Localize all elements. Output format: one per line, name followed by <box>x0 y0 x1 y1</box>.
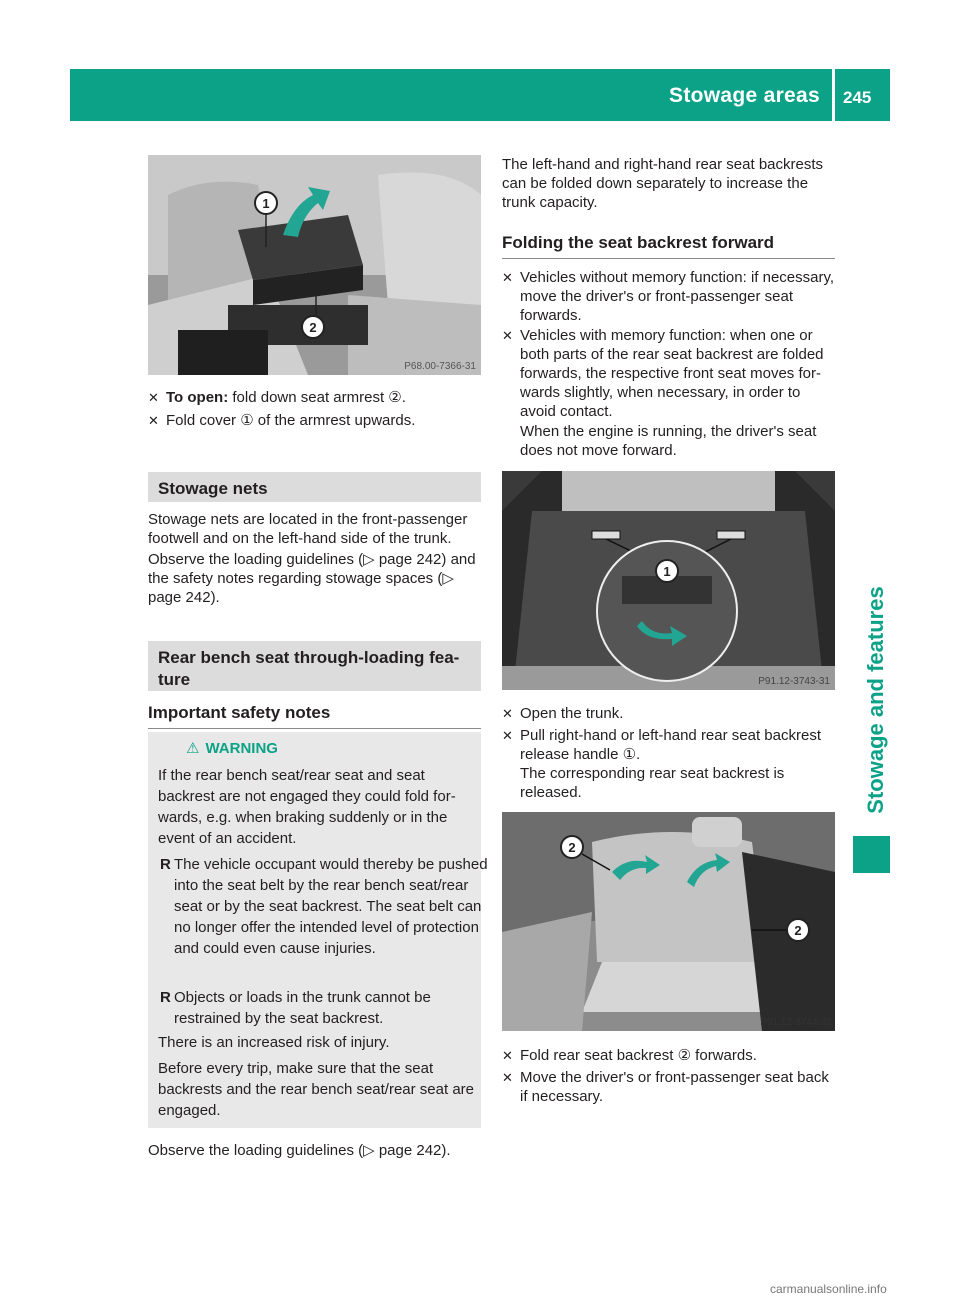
arrow-icon: ✕ <box>502 270 513 285</box>
intro-text: The left-hand and right-hand rear seat backrests can be folded down separately to increase the trunk capacity. <box>502 156 824 211</box>
step-without-memory: ✕ Vehicles without memory function: if necessary, move the driver's or front-passenger seat forwards. <box>502 269 835 324</box>
chapter-marker <box>853 836 890 873</box>
warning-bullet: R Objects or loads in the trunk cannot be restrained by the seat backrest. <box>160 989 431 1027</box>
rear-seat-figure <box>502 812 835 1031</box>
svg-text:P91.12-3743-31: P91.12-3743-31 <box>758 676 830 687</box>
closing-guidelines: Observe the loading guidelines (▷ page 242). <box>148 1142 451 1159</box>
warning-bullet: R The vehicle occupant would thereby be pushed into the seat belt by the rear bench seat/rear seat or by the seat backrest. The seat belt can no longer offer the intended level of protection and could even cause injuries. <box>160 856 488 957</box>
running-title: Stowage areas <box>669 84 820 107</box>
step-fold-cover: ✕ Fold cover ① of the armrest upwards. <box>148 412 416 429</box>
svg-text:1: 1 <box>262 196 270 211</box>
armrest-figure <box>148 155 481 375</box>
svg-text:P68.00-7366-31: P68.00-7366-31 <box>404 361 476 372</box>
arrow-icon: ✕ <box>502 706 513 721</box>
arrow-icon: ✕ <box>502 1048 513 1063</box>
section-heading-stowage-nets: Stowage nets <box>148 472 481 502</box>
arrow-icon: ✕ <box>502 728 513 743</box>
arrow-icon: ✕ <box>502 328 513 343</box>
step-open-armrest: ✕ To open: fold down seat armrest ②. <box>148 389 406 406</box>
engine-note: When the engine is running, the driver's seat does not move forward. <box>520 423 817 459</box>
bullet-icon: R <box>160 856 171 873</box>
chapter-tab: Stowage and features <box>863 586 888 814</box>
step-open-trunk: ✕ Open the trunk. <box>502 705 624 722</box>
stowage-nets-guidelines: Observe the loading guidelines (▷ page 242) and the safety notes regarding stowage spaces (▷ page 242). <box>148 551 476 606</box>
step-move-seat-back: ✕ Move the driver's or front-passenger seat back if necessary. <box>502 1069 829 1105</box>
step-fold-backrest: ✕ Fold rear seat backrest ② forwards. <box>502 1047 757 1064</box>
warning-instruction: Before every trip, make sure that the seat backrests and the rear bench seat/rear seat are engaged. <box>158 1060 475 1119</box>
step-pull-handle: ✕ Pull right-hand or left-hand rear seat backrest release handle ①. <box>502 727 821 763</box>
warning-triangle-icon: ⚠ <box>186 740 200 757</box>
svg-text:2: 2 <box>794 923 802 938</box>
svg-text:2: 2 <box>309 320 317 335</box>
trunk-figure <box>502 471 835 690</box>
warning-risk: There is an increased risk of injury. <box>158 1034 390 1051</box>
header-divider <box>832 69 835 121</box>
svg-text:1: 1 <box>663 564 671 579</box>
step-with-memory: ✕ Vehicles with memory function: when one or both parts of the rear seat backrest are folded forwards, the respective front seat moves forwards slightly, when necessary, in order to avoid contact. <box>502 327 824 420</box>
bullet-icon: R <box>160 989 171 1006</box>
arrow-icon: ✕ <box>502 1070 513 1085</box>
svg-text:2: 2 <box>568 840 576 855</box>
warning-heading: ⚠ WARNING <box>186 740 278 757</box>
section-heading-rear-bench: Rear bench seat through-loading feature <box>148 641 481 691</box>
page-number: 245 <box>843 88 872 107</box>
subheading-safety-notes: Important safety notes <box>148 702 481 729</box>
footer-watermark: carmanualsonline.info <box>770 1282 887 1296</box>
svg-text:P91.12-3744-31: P91.12-3744-31 <box>760 1017 832 1028</box>
warning-intro: If the rear bench seat/rear seat and seat backrest are not engaged they could fold forwards, e.g. when braking suddenly or in the event of an accident. <box>158 767 456 847</box>
subheading-folding: Folding the seat backrest forward <box>502 232 835 259</box>
stowage-nets-text: Stowage nets are located in the front-passenger footwell and on the left-hand side of the trunk. <box>148 511 468 547</box>
arrow-icon: ✕ <box>148 390 159 405</box>
arrow-icon: ✕ <box>148 413 159 428</box>
result-text: The corresponding rear seat backrest is released. <box>520 765 785 801</box>
